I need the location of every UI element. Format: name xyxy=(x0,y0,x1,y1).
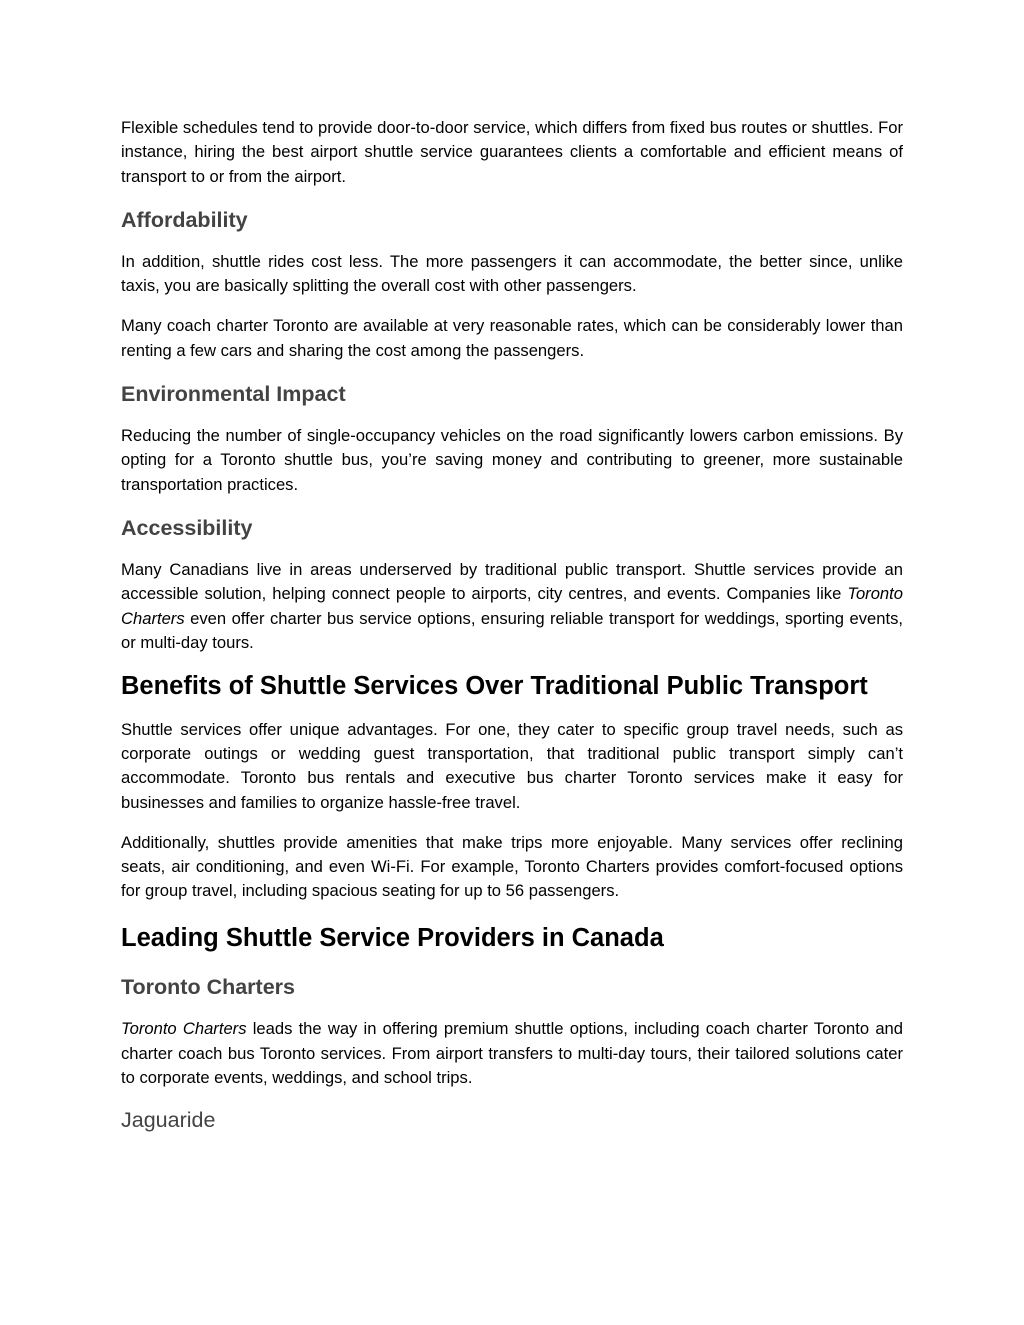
document-page xyxy=(121,116,903,1134)
paragraph-environmental-impact: Reducing the number of single-occupancy vehicles on the road significantly lowers carbon emissions. By opting for a Toronto shuttle bus, you’re saving money and contributing to greener, more sustainable transportation practices. xyxy=(121,426,903,494)
toronto-charters-name: Toronto Charters xyxy=(121,1019,247,1039)
heading-environmental-impact: Environmental Impact xyxy=(121,382,346,407)
paragraph-flexible-schedules: Flexible schedules tend to provide door-to-door service, which differs from fixed bus routes or shuttles. For instance, hiring the best airport shuttle service guarantees clients a comfortable and efficient means of transport to or from the airport. xyxy=(121,118,903,186)
paragraph-accessibility xyxy=(121,558,903,655)
accessibility-text-start: Many Canadians live in areas underserved by traditional public transport. Shuttle services provide an accessible solution, helping connect people to airports, city centres, and events. Companies like xyxy=(121,559,903,604)
paragraph-toronto-charters xyxy=(121,1017,903,1090)
heading-benefits: Benefits of Shuttle Services Over Traditional Public Transport xyxy=(121,672,868,701)
heading-toronto-charters: Toronto Charters xyxy=(121,975,295,1000)
accessibility-company-name: Toronto Charters xyxy=(121,584,903,628)
paragraph-affordability-1: In addition, shuttle rides cost less. The more passengers it can accommodate, the better since, unlike taxis, you are basically splitting the overall cost with other passengers. xyxy=(121,251,903,296)
accessibility-text-end: even offer charter bus service options, ensuring reliable transport for weddings, sporting events, or multi-day tours. xyxy=(121,608,903,652)
toronto-charters-text: leads the way in offering premium shuttle options, including coach charter Toronto and charter coach bus Toronto services. From airport transfers to multi-day tours, their tailored solutions cater to corporate events, weddings, and school trips. xyxy=(121,1019,903,1087)
heading-jaguaride: Jaguaride xyxy=(121,1108,216,1133)
heading-affordability: Affordability xyxy=(121,207,248,232)
heading-leading-providers: Leading Shuttle Service Providers in Canada xyxy=(121,923,664,952)
paragraph-affordability-2: Many coach charter Toronto are available at very reasonable rates, which can be considerably lower than renting a few cars and sharing the cost among the passengers. xyxy=(121,316,903,360)
paragraph-benefits-1: Shuttle services offer unique advantages. For one, they cater to specific group travel needs, such as corporate outings or wedding guest transportation, that traditional public transport simply can’t accommodate. Toronto bus rentals and executive bus charter Toronto services make it easy for businesses and families to organize hassle-free travel. xyxy=(121,719,903,812)
heading-accessibility: Accessibility xyxy=(121,515,253,540)
paragraph-benefits-2: Additionally, shuttles provide amenities that make trips more enjoyable. Many services offer reclining seats, air conditioning, and even Wi-Fi. For example, Toronto Charters provides comfort-focused options for group travel, including spacious seating for up to 56 passengers. xyxy=(121,832,903,901)
